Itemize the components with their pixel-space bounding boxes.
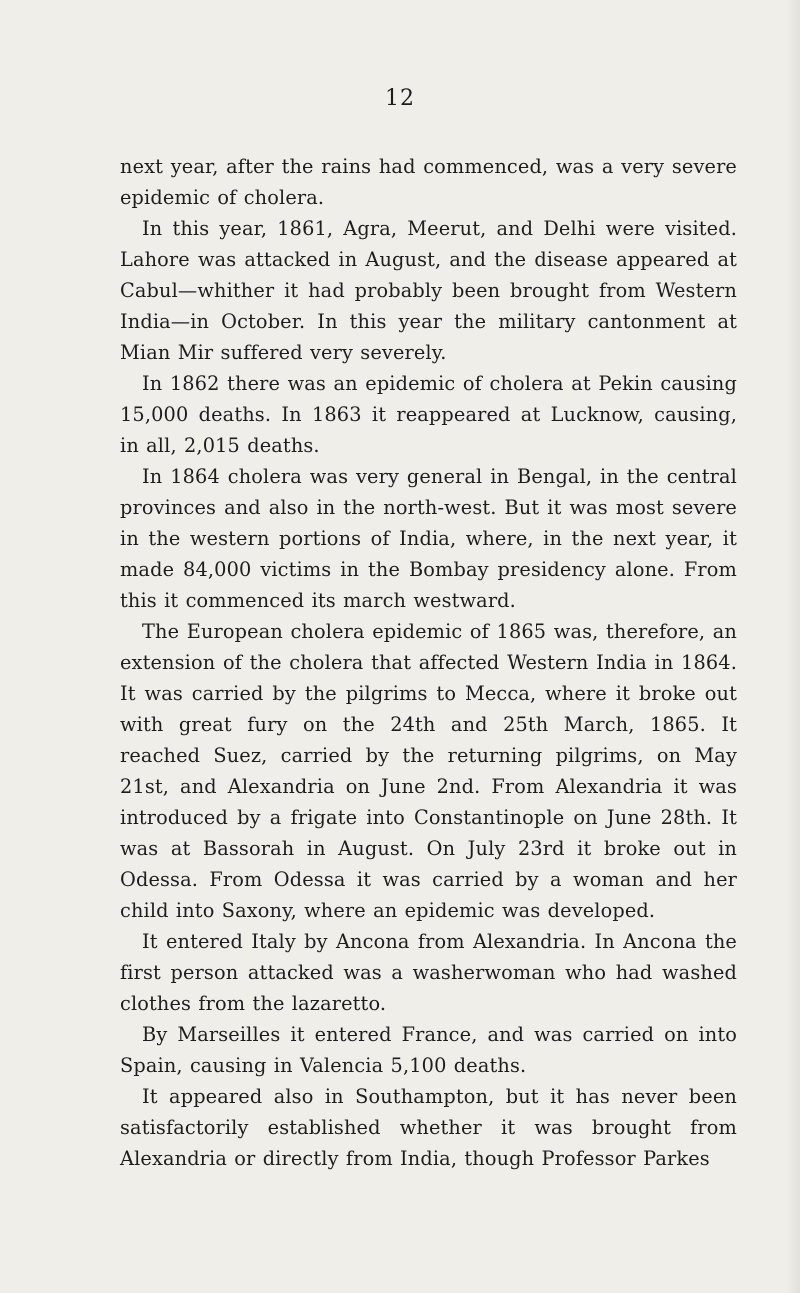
body-text	[120, 151, 737, 1174]
paragraph-france: By Marseilles it entered France, and was carried on into Spain, causing in Valencia 5,100 deaths.	[120, 1023, 737, 1077]
paragraph-1865: The European cholera epidemic of 1865 was, therefore, an extension of the cholera that affected Western India in 1864. It was carried by the pilgrims to Mecca, where it broke out with great fury on the 24th and 25th March, 1865. It reached Suez, carried by the returning pilgrims, on May 21st, and Alexandria on June 2nd. From Alexandria it was introduced by a frigate into Constantinople on June 28th. It was at Bassorah in August. On July 23rd it broke out in Odessa. From Odessa it was carried by a woman and her child into Saxony, where an epidemic was developed.	[120, 620, 737, 922]
paragraph-continuation: next year, after the rains had commenced, was a very severe epidemic of cholera.	[120, 155, 737, 209]
paragraph-1861: In this year, 1861, Agra, Meerut, and Delhi were visited. Lahore was attacked in August, and the disease appeared at Cabul—whither it had probably been brought from Western India—in October. In this year the military cantonment at Mian Mir suffered very severely.	[120, 217, 737, 364]
paragraph-italy: It entered Italy by Ancona from Alexandria. In Ancona the first person attacked was a washerwoman who had washed clothes from the lazaretto.	[120, 930, 737, 1015]
page-edge-shadow	[786, 0, 800, 1293]
paragraph-1862: In 1862 there was an epidemic of cholera at Pekin causing 15,000 deaths. In 1863 it reappeared at Lucknow, causing, in all, 2,015 deaths.	[120, 372, 737, 457]
paragraph-southampton: It appeared also in Southampton, but it has never been satisfactorily established whether it was brought from Alexandria or directly from India, though Professor Parkes	[120, 1085, 737, 1170]
page-number: 12	[385, 86, 415, 111]
paragraph-1864: In 1864 cholera was very general in Bengal, in the central provinces and also in the north-west. But it was most severe in the western portions of India, where, in the next year, it made 84,000 victims in the Bombay presidency alone. From this it commenced its march westward.	[120, 465, 737, 612]
